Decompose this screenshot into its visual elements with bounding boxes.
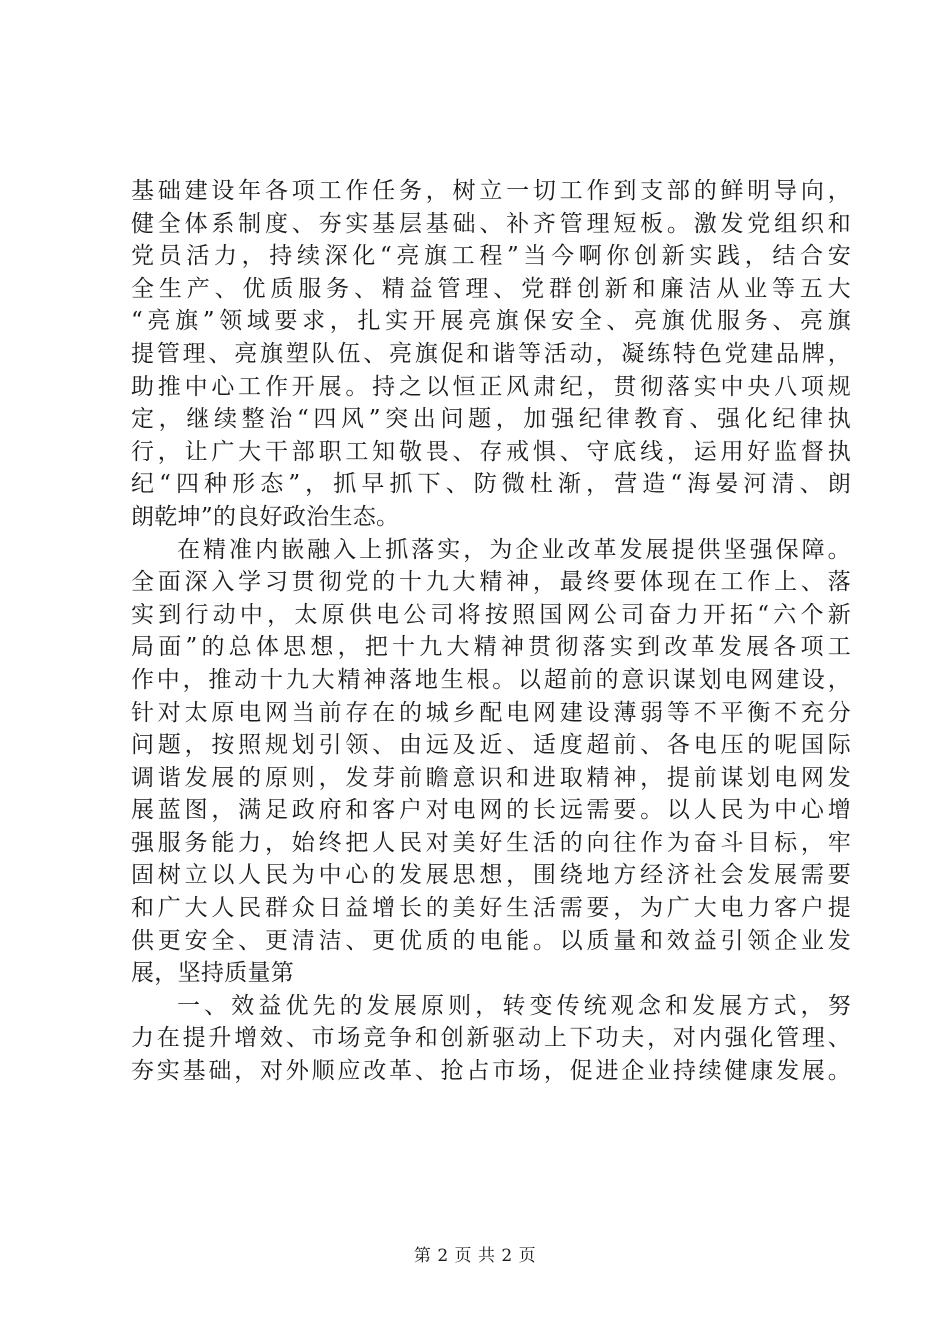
text-line: 实到行动中，太原供电公司将按照国网公司奋力开拓“六个新 (131, 601, 851, 628)
text-line: 问题，按照规划引领、由远及近、适度超前、各电压的呢国际 (131, 732, 851, 759)
text-line: 固树立以人民为中心的发展思想，围绕地方经济社会发展需要 (131, 862, 851, 889)
page-number-label: 第 2 页 共 2 页 (413, 1246, 537, 1266)
text-line: 力在提升增效、市场竞争和创新驱动上下功夫，对内强化管理、 (131, 1025, 851, 1052)
text-line: 行，让广大干部职工知敬畏、存戒惧、守底线，运用好监督执 (131, 438, 851, 465)
text-line: 供更安全、更清洁、更优质的电能。以质量和效益引领企业发 (131, 927, 851, 954)
text-line: “亮旗”领域要求，扎实开展亮旗保安全、亮旗优服务、亮旗 (131, 308, 851, 335)
text-line: 一、效益优先的发展原则，转变传统观念和发展方式，努 (177, 992, 851, 1019)
text-line: 健全体系制度、夯实基层基础、补齐管理短板。激发党组织和 (131, 210, 851, 237)
text-line: 全面深入学习贯彻党的十九大精神，最终要体现在工作上、落 (131, 569, 851, 596)
text-line: 助推中心工作开展。持之以恒正风肃纪，贯彻落实中央八项规 (131, 373, 851, 400)
text-line: 全生产、优质服务、精益管理、党群创新和廉洁从业等五大 (131, 275, 851, 302)
text-line: 和广大人民群众日益增长的美好生活需要，为广大电力客户提 (131, 895, 851, 922)
text-line: 调谐发展的原则，发芽前瞻意识和进取精神，提前谋划电网发 (131, 764, 851, 791)
text-line: 展蓝图，满足政府和客户对电网的长远需要。以人民为中心增 (131, 797, 851, 824)
text-line: 基础建设年各项工作任务，树立一切工作到支部的鲜明导向， (131, 178, 851, 204)
page-footer (0, 1244, 950, 1268)
text-line: 作中，推动十九大精神落地生根。以超前的意识谋划电网建设， (131, 666, 851, 693)
text-line: 纪“四种形态”，抓早抓下、防微杜渐，营造“海晏河清、朗 (131, 471, 851, 498)
text-line: 展，坚持质量第 (131, 960, 295, 987)
text-line: 朗乾坤”的良好政治生态。 (131, 503, 400, 530)
text-line: 夯实基础，对外顺应改革、抢占市场，促进企业持续健康发展。 (131, 1058, 851, 1085)
text-line: 定，继续整治“四风”突出问题，加强纪律教育、强化纪律执 (131, 406, 851, 433)
text-line: 局面”的总体思想，把十九大精神贯彻落实到改革发展各项工 (131, 634, 851, 661)
text-line: 在精准内嵌融入上抓落实，为企业改革发展提供坚强保障。 (177, 536, 851, 563)
body-text (131, 175, 851, 1088)
text-line: 强服务能力，始终把人民对美好生活的向往作为奋斗目标，牢 (131, 829, 851, 856)
text-line: 针对太原电网当前存在的城乡配电网建设薄弱等不平衡不充分 (131, 699, 851, 726)
text-line: 提管理、亮旗塑队伍、亮旗促和谐等活动，凝练特色党建品牌， (131, 340, 851, 367)
text-line: 党员活力，持续深化“亮旗工程”当今啊你创新实践，结合安 (131, 243, 851, 270)
